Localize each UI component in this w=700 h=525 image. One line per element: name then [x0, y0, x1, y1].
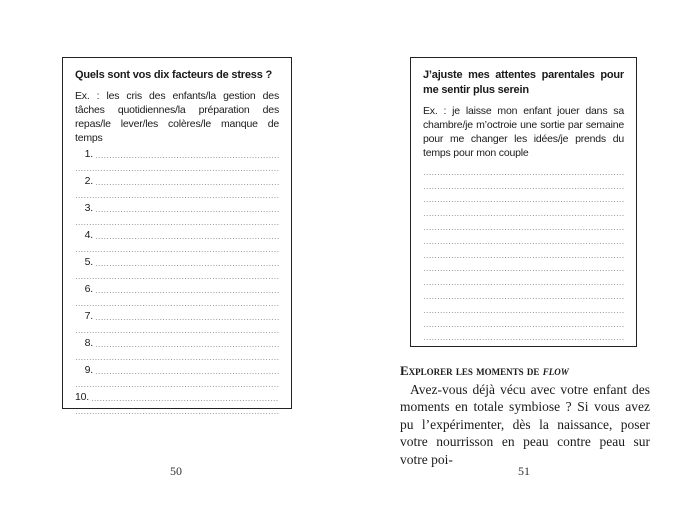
stress-factor-number: 7.	[84, 309, 93, 322]
dotted-line	[95, 292, 279, 293]
dotted-line	[75, 305, 279, 306]
flow-heading-italic: flow	[542, 363, 569, 378]
expectation-blank-line	[423, 302, 624, 316]
dotted-line	[423, 312, 624, 313]
parental-expectations-box	[410, 57, 637, 347]
expectation-blank-line	[423, 192, 624, 206]
dotted-line	[423, 243, 624, 244]
stress-factor-number: 10.	[75, 390, 89, 403]
stress-factors-title: Quels sont vos dix facteurs de stress ?	[75, 69, 272, 81]
dotted-line	[423, 215, 624, 216]
expectation-blank-line	[423, 233, 624, 247]
stress-factor-line	[75, 282, 279, 296]
dotted-line	[95, 346, 279, 347]
stress-factor-continuation-line	[75, 188, 279, 202]
dotted-line	[423, 257, 624, 258]
dotted-line	[75, 386, 279, 387]
stress-factor-line	[75, 309, 279, 323]
stress-factors-list	[75, 147, 279, 417]
stress-factor-continuation-line	[75, 377, 279, 391]
stress-factor-number: 3.	[84, 201, 93, 214]
stress-factor-number: 2.	[84, 174, 93, 187]
flow-section	[400, 362, 650, 468]
stress-factors-box	[62, 57, 292, 409]
stress-factor-number: 8.	[84, 336, 93, 349]
dotted-line	[423, 326, 624, 327]
expectation-blank-line	[423, 288, 624, 302]
stress-factor-line	[75, 363, 279, 377]
dotted-line	[91, 400, 279, 401]
stress-factor-number: 9.	[84, 363, 93, 376]
dotted-line	[423, 188, 624, 189]
parental-expectations-title: J’ajuste mes attentes parentales pour me sentir plus serein	[423, 69, 624, 96]
stress-factor-line	[75, 201, 279, 215]
expectation-blank-line	[423, 219, 624, 233]
dotted-line	[95, 373, 279, 374]
flow-section-body: Avez-vous déjà vécu avec votre enfant des moments en totale symbiose ? Si vous avez pu l’expérimenter, dès la naissance, poser votre nourrisson en peau contre peau sur votre poi-	[400, 381, 650, 467]
flow-section-heading	[400, 362, 650, 380]
dotted-line	[423, 229, 624, 230]
dotted-line	[75, 278, 279, 279]
parental-expectations-lines	[423, 164, 624, 343]
expectation-blank-line	[423, 274, 624, 288]
stress-factor-line	[75, 174, 279, 188]
dotted-line	[75, 197, 279, 198]
expectation-blank-line	[423, 316, 624, 330]
page-number-left: 50	[170, 464, 182, 478]
dotted-line	[75, 251, 279, 252]
stress-factor-continuation-line	[75, 323, 279, 337]
parental-expectations-example: Ex. : je laisse mon enfant jouer dans sa chambre/je m’octroie une sortie par semaine pour me changer les idées/je prends du temps pour mon couple	[423, 105, 624, 159]
dotted-line	[95, 238, 279, 239]
stress-factor-line	[75, 336, 279, 350]
stress-factor-continuation-line	[75, 350, 279, 364]
dotted-line	[423, 339, 624, 340]
stress-factor-line	[75, 390, 279, 404]
expectation-blank-line	[423, 261, 624, 275]
dotted-line	[75, 413, 279, 414]
dotted-line	[423, 298, 624, 299]
stress-factor-continuation-line	[75, 296, 279, 310]
dotted-line	[95, 211, 279, 212]
stress-factor-number: 6.	[84, 282, 93, 295]
expectation-blank-line	[423, 178, 624, 192]
dotted-line	[423, 270, 624, 271]
expectation-blank-line	[423, 164, 624, 178]
dotted-line	[423, 284, 624, 285]
dotted-line	[75, 332, 279, 333]
expectation-blank-line	[423, 247, 624, 261]
dotted-line	[75, 224, 279, 225]
stress-factor-line	[75, 147, 279, 161]
expectation-blank-line	[423, 330, 624, 344]
stress-factor-line	[75, 228, 279, 242]
stress-factors-example: Ex. : les cris des enfants/la gestion des tâches quotidiennes/la préparation des repas/le lever/les colères/le manque de temps	[75, 90, 279, 144]
dotted-line	[75, 359, 279, 360]
dotted-line	[95, 157, 279, 158]
stress-factor-continuation-line	[75, 161, 279, 175]
dotted-line	[95, 184, 279, 185]
dotted-line	[423, 201, 624, 202]
stress-factor-continuation-line	[75, 242, 279, 256]
dotted-line	[75, 170, 279, 171]
expectation-blank-line	[423, 205, 624, 219]
dotted-line	[95, 265, 279, 266]
stress-factor-continuation-line	[75, 269, 279, 283]
stress-factor-continuation-line	[75, 404, 279, 418]
stress-factor-line	[75, 255, 279, 269]
page-number-right: 51	[518, 464, 530, 478]
stress-factor-number: 4.	[84, 228, 93, 241]
stress-factor-number: 1.	[84, 147, 93, 160]
flow-heading-main: Explorer les moments de	[400, 363, 543, 378]
stress-factor-number: 5.	[84, 255, 93, 268]
stress-factor-continuation-line	[75, 215, 279, 229]
dotted-line	[423, 174, 624, 175]
dotted-line	[95, 319, 279, 320]
